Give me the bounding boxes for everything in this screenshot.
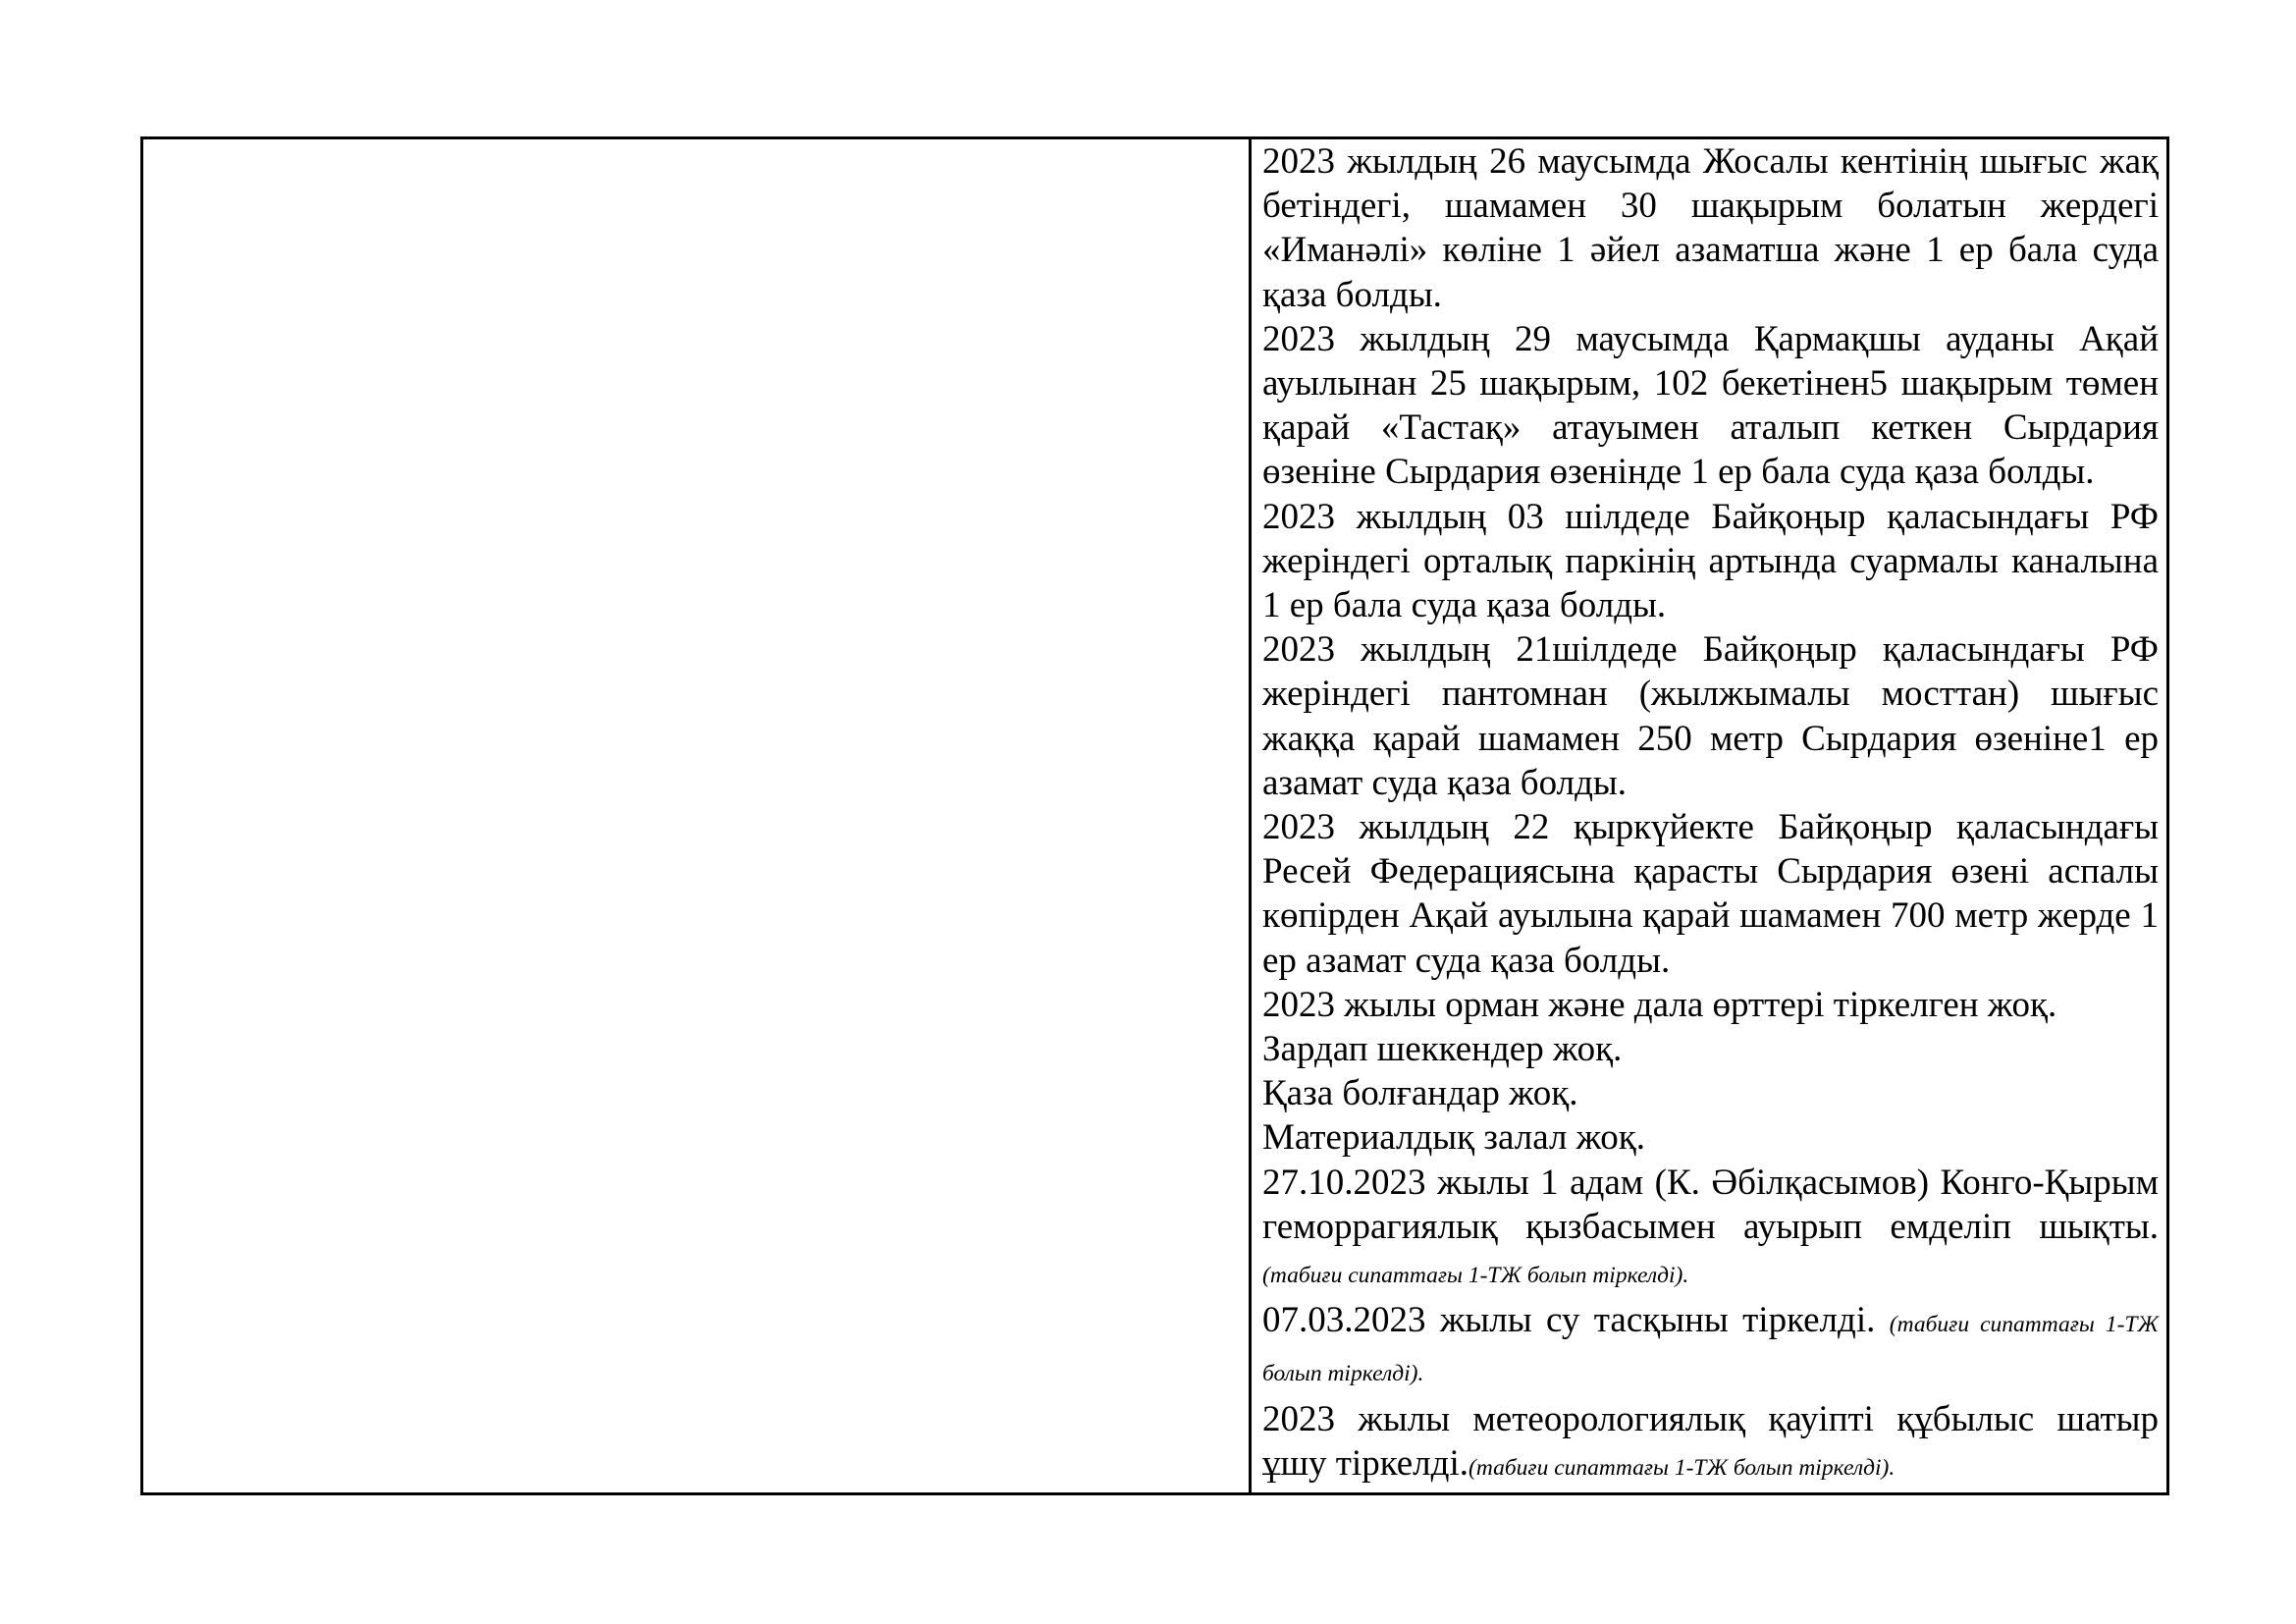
fire-entry: 2023 жылы орман және дала өрттері тіркелген жоқ. [1262,984,2057,1025]
incident-entry-3: 2023 жылдың 03 шілдеде Байқоңыр қаласындағы РФ жеріндегі орталық паркінің артында суармалы каналына 1 ер бала суда қаза болды. [1262,496,2159,626]
flood-entry: 07.03.2023 жылы су тасқыны тіркелді. (табиғи сипаттағы 1-ТЖ болып тіркелді). [1262,1300,2159,1387]
flood-note: (табиғи сипаттағы 1-ТЖ болып тіркелді). [1262,1312,2159,1387]
incident-entry-5: 2023 жылдың 22 қыркүйекте Байқоңыр қаласындағы Ресей Федерациясына қарасты Сырдария өзені аспалы көпірден Ақай ауылына қарай шамамен 700 метр жерде 1 ер азамат суда қаза болды. [1262,807,2159,981]
fever-note: (табиғи сипаттағы 1-ТЖ болып тіркелді). [1262,1263,1689,1289]
incident-entry-1: 2023 жылдың 26 маусымда Жосалы кентінің шығыс жақ бетіндегі, шамамен 30 шақырым болатын жердегі «Иманәлі» көліне 1 әйел азаматша және 1 ер бала суда қаза болды. [1262,141,2159,315]
damage-entry: Материалдық залал жоқ. [1262,1117,1646,1159]
table-cell-right [1252,139,2166,1492]
deaths-entry: Қаза болғандар жоқ. [1262,1073,1578,1114]
victims-entry: Зардап шеккендер жоқ. [1262,1029,1623,1070]
incident-entry-2: 2023 жылдың 29 маусымда Қармақшы ауданы Ақай ауылынан 25 шақырым, 102 бекетінен5 шақырым төмен қарай «Тастақ» атауымен аталып кеткен Сырдария өзеніне Сырдария өзенінде 1 ер бала суда қаза болды. [1262,318,2159,493]
weather-entry: 2023 жылы метеорологиялық қауіпті құбылыс шатыр ұшу тіркелді.(табиғи сипаттағы 1-ТЖ болып тіркелді). [1262,1398,2159,1484]
document-table [140,136,2169,1495]
fever-entry: 27.10.2023 жылы 1 адам (К. Әбілқасымов) Конго-Қырым геморрагиялық қызбасымен ауырып емделіп шықты. (табиғи сипаттағы 1-ТЖ болып тіркелді). [1262,1162,2159,1289]
incident-entry-4: 2023 жылдың 21шілдеде Байқоңыр қаласындағы РФ жеріндегі пантомнан (жылжымалы мосттан) шығыс жаққа қарай шамамен 250 метр Сырдария өзеніне1 ер азамат суда қаза болды. [1262,629,2159,803]
table-cell-left [143,139,1252,1492]
weather-note: (табиғи сипаттағы 1-ТЖ болып тіркелді). [1468,1454,1896,1481]
